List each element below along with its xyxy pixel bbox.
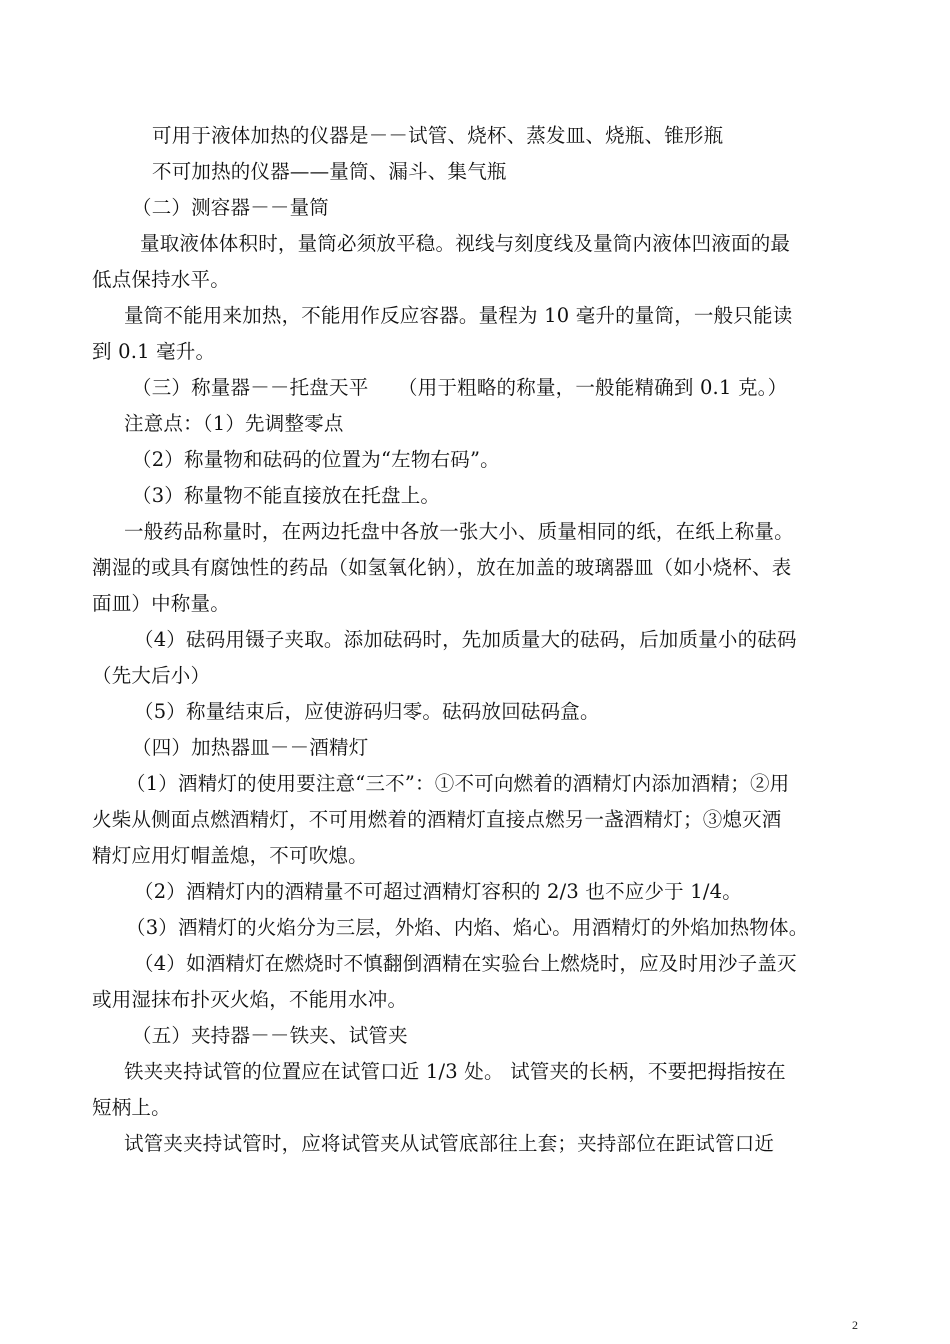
text-line: （5）称量结束后，应使游码归零。砝码放回砝码盒。 [134,700,600,723]
section-heading: （五）夹持器－－铁夹、试管夹 [132,1024,408,1047]
text-line: 不可加热的仪器——量筒、漏斗、集气瓶 [152,160,507,183]
text-line: 潮湿的或具有腐蚀性的药品（如氢氧化钠），放在加盖的玻璃器皿（如小烧杯、表 [92,556,792,579]
section-heading: （四）加热器皿－－酒精灯 [132,736,369,759]
text-line: 或用湿抹布扑灭火焰，不能用水冲。 [92,988,408,1011]
section-heading: （三）称量器－－托盘天平 （用于粗略的称量，一般能精确到 0.1 克。） [132,376,788,399]
text-line: （3）称量物不能直接放在托盘上。 [132,484,441,507]
text-line: 低点保持水平。 [92,268,230,291]
text-line: 注意点：（1）先调整零点 [124,412,344,435]
section-heading: （二）测容器－－量筒 [132,196,330,219]
text-line: （2）称量物和砝码的位置为“左物右码”。 [132,448,500,471]
document-body [92,118,862,1162]
text-line: 面皿）中称量。 [92,592,230,615]
text-line: 量取液体体积时，量筒必须放平稳。视线与刻度线及量筒内液体凹液面的最 [140,232,791,255]
text-line: 火柴从侧面点燃酒精灯，不可用燃着的酒精灯直接点燃另一盏酒精灯；③熄灭酒 [92,808,782,831]
text-line: （先大后小） [92,664,211,687]
text-line: （4）如酒精灯在燃烧时不慎翻倒酒精在实验台上燃烧时，应及时用沙子盖灭 [134,952,797,975]
text-line: （3）酒精灯的火焰分为三层，外焰、内焰、焰心。用酒精灯的外焰加热物体。 [126,916,809,939]
page-number: 2 [852,1318,858,1332]
text-line: 到 0.1 毫升。 [92,340,216,363]
text-line: 铁夹夹持试管的位置应在试管口近 1/3 处。 试管夹的长柄，不要把拇指按在 [124,1060,786,1083]
text-line: 量筒不能用来加热，不能用作反应容器。量程为 10 毫升的量筒，一般只能读 [124,304,793,327]
text-line: 可用于液体加热的仪器是－－试管、烧杯、蒸发皿、烧瓶、锥形瓶 [152,124,724,147]
text-line: 一般药品称量时，在两边托盘中各放一张大小、质量相同的纸，在纸上称量。 [124,520,794,543]
text-line: 试管夹夹持试管时，应将试管夹从试管底部往上套；夹持部位在距试管口近 [124,1132,775,1155]
text-line: （2）酒精灯内的酒精量不可超过酒精灯容积的 2/3 也不应少于 1/4。 [134,880,742,903]
text-line: （4）砝码用镊子夹取。添加砝码时，先加质量大的砝码，后加质量小的砝码 [134,628,797,651]
text-line: （1）酒精灯的使用要注意“三不”：①不可向燃着的酒精灯内添加酒精；②用 [126,772,790,795]
text-line: 精灯应用灯帽盖熄，不可吹熄。 [92,844,368,867]
text-line: 短柄上。 [92,1096,171,1119]
